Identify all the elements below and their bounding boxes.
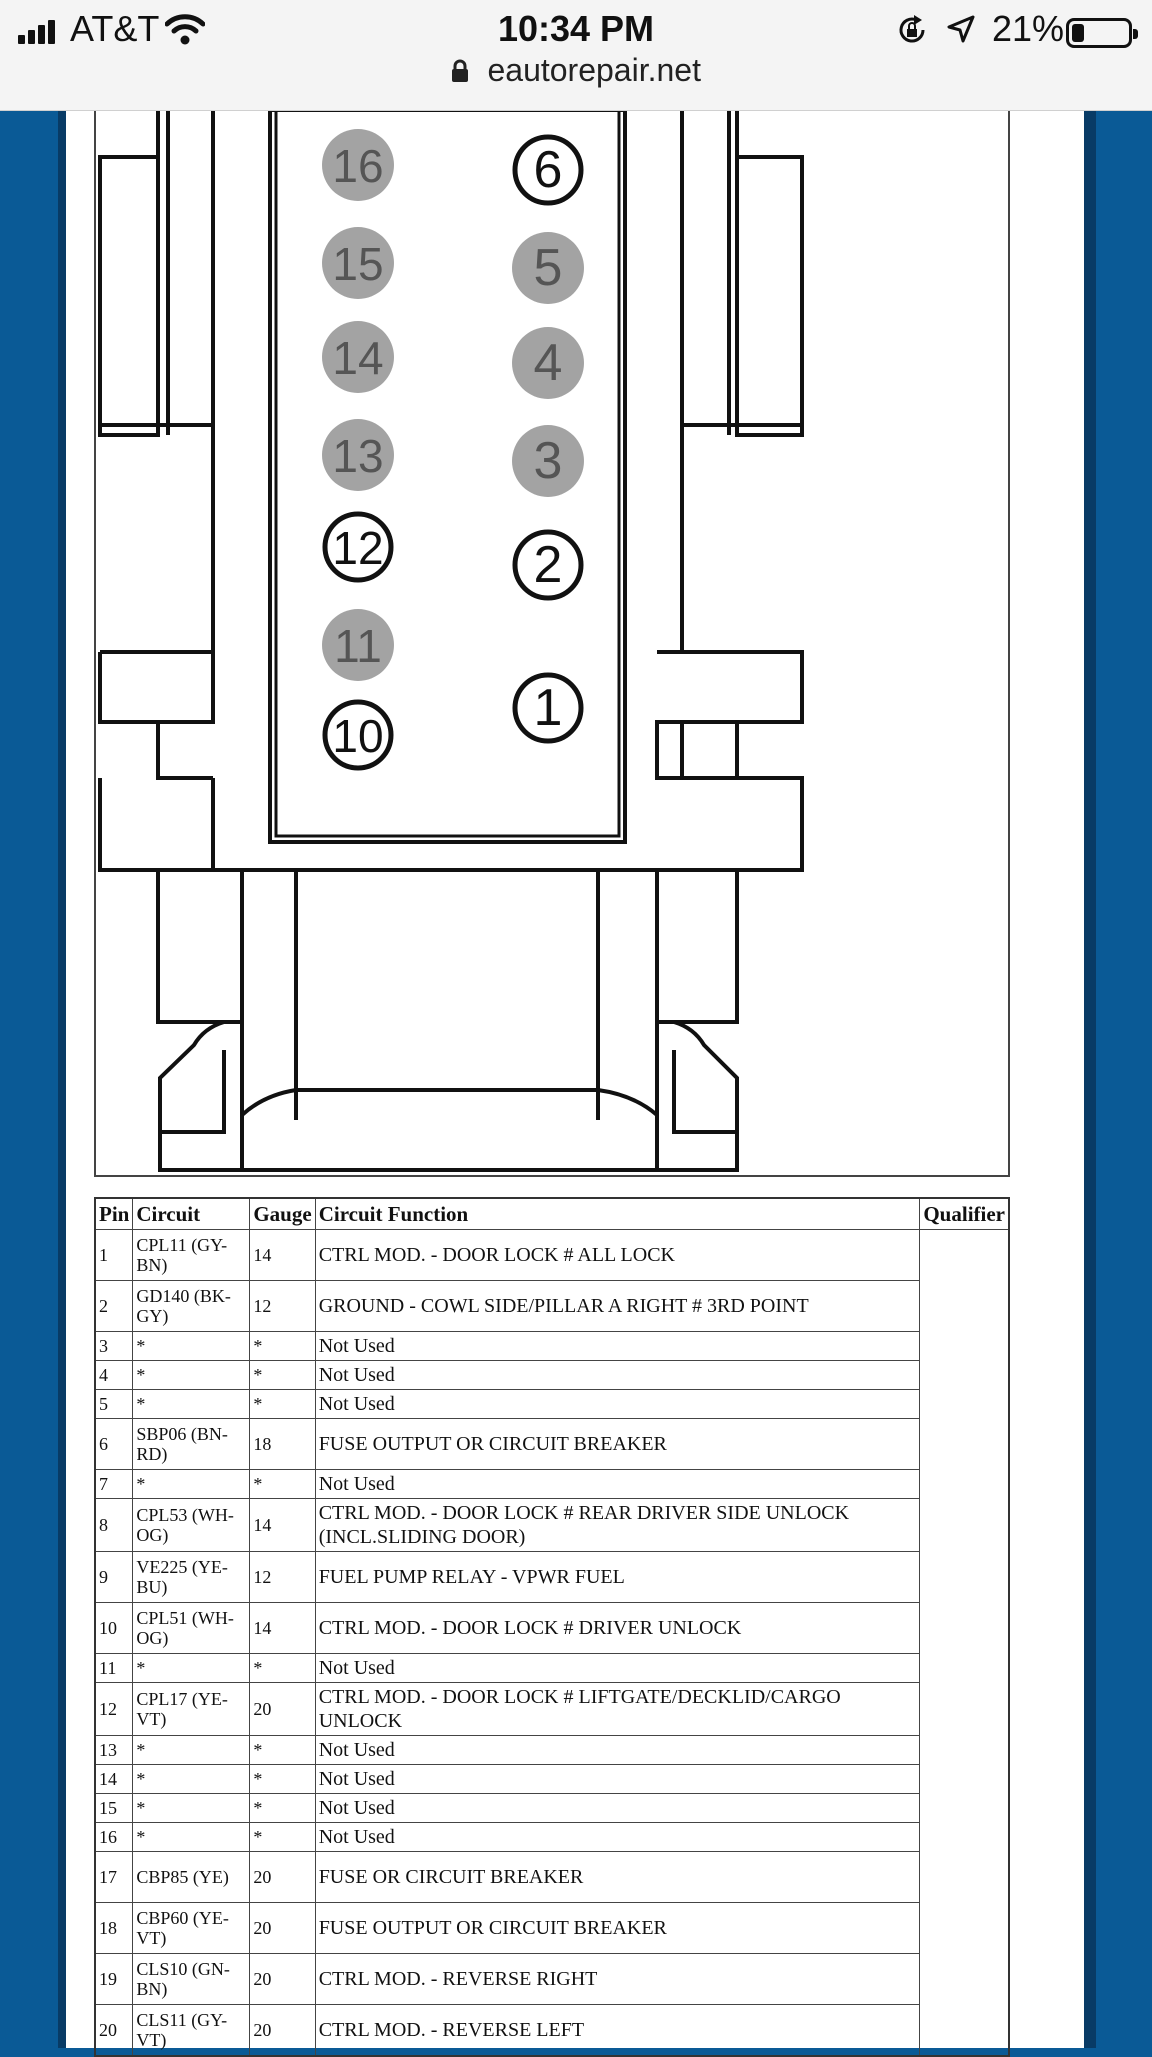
cell-gauge: 14 <box>250 1499 315 1552</box>
cell-circuit: * <box>133 1736 250 1765</box>
column-header-pin: Pin <box>95 1198 133 1230</box>
cell-circuit-function: FUEL PUMP RELAY - VPWR FUEL <box>315 1552 920 1603</box>
column-header-qualifier: Qualifier <box>920 1198 1009 1230</box>
cell-gauge: 12 <box>250 1552 315 1603</box>
connector-pin-6 <box>515 137 581 203</box>
cell-circuit: CLS11 (GY-VT) <box>133 2005 250 2057</box>
cell-circuit: SBP06 (BN-RD) <box>133 1419 250 1470</box>
cell-circuit-function: Not Used <box>315 1794 920 1823</box>
cell-gauge: 18 <box>250 1419 315 1470</box>
cell-circuit: VE225 (YE-BU) <box>133 1552 250 1603</box>
table-row <box>95 1954 1009 2005</box>
connector-diagram <box>94 110 1010 1178</box>
cell-qualifier <box>920 1230 1009 2057</box>
cell-pin: 19 <box>95 1954 133 2005</box>
connector-pin-11 <box>322 609 394 681</box>
cell-circuit: CBP60 (YE-VT) <box>133 1903 250 1954</box>
cell-pin: 15 <box>95 1794 133 1823</box>
cell-pin: 11 <box>95 1654 133 1683</box>
cell-gauge: * <box>250 1361 315 1390</box>
page-shadow-right <box>1084 110 1096 2048</box>
cell-gauge: * <box>250 1765 315 1794</box>
cell-gauge: 20 <box>250 1954 315 2005</box>
carrier-name: AT&T <box>70 8 160 49</box>
connector-pin-5 <box>512 232 584 304</box>
table-row <box>95 2005 1009 2057</box>
battery-icon <box>1066 18 1132 48</box>
cell-gauge: * <box>250 1736 315 1765</box>
connector-pin-label: 6 <box>533 141 563 199</box>
cell-pin: 6 <box>95 1419 133 1470</box>
cell-gauge: * <box>250 1794 315 1823</box>
clock: 10:34 PM <box>497 8 655 49</box>
table-row <box>95 1332 1009 1361</box>
table-row <box>95 1852 1009 1903</box>
connector-pin-14 <box>322 321 394 393</box>
connector-pin-label: 12 <box>332 522 384 574</box>
cell-circuit: CPL51 (WH-OG) <box>133 1603 250 1654</box>
connector-pin-13 <box>322 419 394 491</box>
connector-pin-3 <box>512 425 584 497</box>
column-header-circuit-function: Circuit Function <box>315 1198 920 1230</box>
table-row <box>95 1470 1009 1499</box>
cell-circuit-function: Not Used <box>315 1361 920 1390</box>
connector-pin-label: 2 <box>533 536 563 594</box>
connector-pin-label: 16 <box>332 140 384 192</box>
cell-circuit-function: CTRL MOD. - DOOR LOCK # REAR DRIVER SIDE UNLOCK (INCL.SLIDING DOOR) <box>315 1499 920 1552</box>
cell-circuit-function: Not Used <box>315 1765 920 1794</box>
cell-circuit-function: CTRL MOD. - DOOR LOCK # LIFTGATE/DECKLID/CARGO UNLOCK <box>315 1683 920 1736</box>
connector-pin-15 <box>322 227 394 299</box>
cell-gauge: 14 <box>250 1230 315 1281</box>
url-text[interactable]: eautorepair.net <box>487 52 701 88</box>
table-row <box>95 1603 1009 1654</box>
cell-pin: 12 <box>95 1683 133 1736</box>
cell-circuit-function: CTRL MOD. - DOOR LOCK # ALL LOCK <box>315 1230 920 1281</box>
connector-pin-label: 1 <box>533 679 563 737</box>
rotation-lock-icon <box>896 14 928 46</box>
cell-circuit-function: Not Used <box>315 1390 920 1419</box>
table-row <box>95 1499 1009 1552</box>
cell-circuit-function: FUSE OUTPUT OR CIRCUIT BREAKER <box>315 1903 920 1954</box>
connector-pin-label: 3 <box>533 432 563 490</box>
table-row <box>95 1903 1009 1954</box>
table-row <box>95 1552 1009 1603</box>
cell-pin: 7 <box>95 1470 133 1499</box>
connector-pin-1 <box>515 675 581 741</box>
cell-pin: 2 <box>95 1281 133 1332</box>
connector-pin-label: 11 <box>334 620 382 672</box>
cell-circuit: GD140 (BK-GY) <box>133 1281 250 1332</box>
cell-circuit-function: CTRL MOD. - REVERSE RIGHT <box>315 1954 920 2005</box>
padlock-icon <box>451 59 469 83</box>
cell-circuit: * <box>133 1332 250 1361</box>
address-bar[interactable] <box>0 52 1152 102</box>
connector-pin-label: 14 <box>332 332 384 384</box>
cell-circuit-function: GROUND - COWL SIDE/PILLAR A RIGHT # 3RD POINT <box>315 1281 920 1332</box>
table-row <box>95 1765 1009 1794</box>
connector-pin-label: 15 <box>332 238 384 290</box>
connector-pin-12 <box>325 514 391 580</box>
connector-pin-16 <box>322 129 394 201</box>
cell-gauge: * <box>250 1654 315 1683</box>
cell-circuit: * <box>133 1361 250 1390</box>
cell-circuit: * <box>133 1654 250 1683</box>
cell-circuit-function: Not Used <box>315 1470 920 1499</box>
pinout-table <box>94 1197 1010 2057</box>
connector-pin-10 <box>325 702 391 768</box>
table-row <box>95 1736 1009 1765</box>
cell-circuit: * <box>133 1765 250 1794</box>
cell-circuit: CLS10 (GN-BN) <box>133 1954 250 2005</box>
cell-pin: 4 <box>95 1361 133 1390</box>
cell-circuit-function: Not Used <box>315 1654 920 1683</box>
table-row <box>95 1683 1009 1736</box>
cell-pin: 10 <box>95 1603 133 1654</box>
cell-circuit: CPL11 (GY-BN) <box>133 1230 250 1281</box>
table-row <box>95 1794 1009 1823</box>
connector-pin-label: 4 <box>533 334 563 392</box>
cell-pin: 9 <box>95 1552 133 1603</box>
cell-circuit: CBP85 (YE) <box>133 1852 250 1903</box>
location-arrow-icon <box>946 14 976 44</box>
cell-gauge: * <box>250 1823 315 1852</box>
cell-gauge: 20 <box>250 1683 315 1736</box>
cell-circuit-function: CTRL MOD. - REVERSE LEFT <box>315 2005 920 2057</box>
connector-pin-4 <box>512 327 584 399</box>
cell-circuit: * <box>133 1823 250 1852</box>
cell-gauge: 20 <box>250 1903 315 1954</box>
table-row <box>95 1230 1009 1281</box>
cell-gauge: * <box>250 1470 315 1499</box>
cell-pin: 20 <box>95 2005 133 2057</box>
cell-circuit-function: FUSE OR CIRCUIT BREAKER <box>315 1852 920 1903</box>
cell-pin: 3 <box>95 1332 133 1361</box>
cell-gauge: 20 <box>250 2005 315 2057</box>
cell-pin: 14 <box>95 1765 133 1794</box>
cell-gauge: 12 <box>250 1281 315 1332</box>
page-shadow-left <box>58 110 66 2048</box>
table-row <box>95 1361 1009 1390</box>
cell-pin: 17 <box>95 1852 133 1903</box>
cell-pin: 8 <box>95 1499 133 1552</box>
cell-pin: 18 <box>95 1903 133 1954</box>
cell-pin: 16 <box>95 1823 133 1852</box>
table-header-row <box>95 1198 1009 1230</box>
cell-circuit: CPL53 (WH-OG) <box>133 1499 250 1552</box>
cell-pin: 5 <box>95 1390 133 1419</box>
connector-pin-label: 5 <box>533 239 563 297</box>
table-row <box>95 1281 1009 1332</box>
cell-gauge: 14 <box>250 1603 315 1654</box>
cell-pin: 13 <box>95 1736 133 1765</box>
table-row <box>95 1390 1009 1419</box>
connector-pin-label: 10 <box>332 710 384 762</box>
cell-circuit: * <box>133 1390 250 1419</box>
connector-pin-label: 13 <box>332 430 384 482</box>
cell-circuit-function: Not Used <box>315 1823 920 1852</box>
cell-gauge: 20 <box>250 1852 315 1903</box>
cell-circuit-function: FUSE OUTPUT OR CIRCUIT BREAKER <box>315 1419 920 1470</box>
table-body <box>95 1230 1009 2057</box>
cell-circuit: CPL17 (YE-VT) <box>133 1683 250 1736</box>
cell-gauge: * <box>250 1390 315 1419</box>
cell-circuit-function: Not Used <box>315 1332 920 1361</box>
cell-circuit: * <box>133 1794 250 1823</box>
connector-pin-2 <box>515 532 581 598</box>
cell-circuit-function: CTRL MOD. - DOOR LOCK # DRIVER UNLOCK <box>315 1603 920 1654</box>
cell-circuit-function: Not Used <box>315 1736 920 1765</box>
column-header-circuit: Circuit <box>133 1198 250 1230</box>
table-row <box>95 1654 1009 1683</box>
battery-percentage: 21% <box>992 8 1065 49</box>
cell-gauge: * <box>250 1332 315 1361</box>
table-row <box>95 1419 1009 1470</box>
status-bar <box>0 0 1152 111</box>
cell-circuit: * <box>133 1470 250 1499</box>
table-row <box>95 1823 1009 1852</box>
cell-pin: 1 <box>95 1230 133 1281</box>
column-header-gauge: Gauge <box>250 1198 315 1230</box>
